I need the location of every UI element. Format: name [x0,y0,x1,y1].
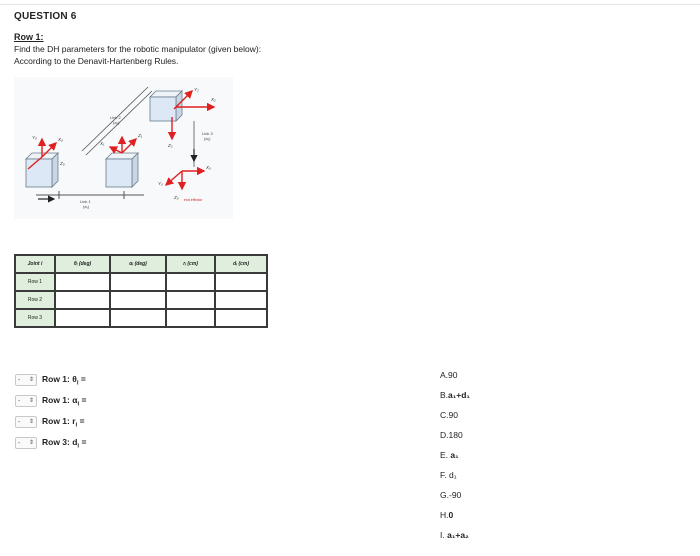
table-cell [166,291,215,309]
svg-text:X₁: X₁ [100,141,105,146]
table-cell [55,291,110,309]
dropdown-arrows-icon: ⇕ [28,377,34,383]
svg-text:Y₃: Y₃ [158,181,163,186]
question-label: Row 1: $r_i$ = [42,415,85,429]
option-b: B.a₁+d₁ [440,390,470,400]
table-cell [215,273,267,291]
question-label: Row 1: $\alpha_i$ = [42,394,87,408]
table-cell [215,309,267,327]
row-label: Row 2 [15,291,55,309]
svg-text:Z₃: Z₃ [174,195,179,200]
question-row [15,436,86,450]
dropdown-arrows-icon: ⇕ [28,440,34,446]
svg-text:X₀: X₀ [58,137,63,142]
question-label: Row 3: $d_i$ = [42,436,87,450]
svg-text:(a₂): (a₂) [113,120,120,125]
top-divider [0,4,700,5]
question-title: QUESTION 6 [14,11,77,22]
dropdown-arrows-icon: ⇕ [28,398,34,404]
table-cell [55,273,110,291]
question-row [15,394,86,408]
svg-text:Z₂: Z₂ [168,143,173,148]
table-row [15,309,267,327]
option-d: D.180 [440,430,463,440]
table-cell [166,309,215,327]
option-f: F. d₁ [440,470,457,480]
svg-text:X₃: X₃ [206,165,211,170]
svg-text:X₂: X₂ [211,97,216,102]
table-cell [166,273,215,291]
svg-text:Y₀: Y₀ [32,135,37,140]
dh-parameter-table [14,254,268,328]
dropdown-arrows-icon: ⇕ [28,419,34,425]
matching-questions [15,373,86,457]
header-alpha: αᵢ (deg) [110,255,166,273]
option-h: H.0 [440,510,454,520]
instruction-line-2: According to the Denavit-Hartenberg Rules. [14,56,179,66]
header-r: rᵢ (cm) [166,255,215,273]
answer-options [440,370,470,550]
svg-text:Y₂: Y₂ [194,87,199,92]
question-row [15,415,86,429]
question-label: Row 1: $\theta_i$ = [42,373,86,387]
row-label: Row 3 [15,309,55,327]
table-row [15,291,267,309]
table-row [15,273,267,291]
instruction-line-1: Find the DH parameters for the robotic manipulator (given below): [14,44,262,54]
end-effector-label: end effector [184,198,203,202]
answer-dropdown[interactable]: - ⇕ [15,416,37,428]
option-g: G.-90 [440,490,462,500]
link2-label: Link 2 [110,115,121,120]
svg-text:(a₃): (a₃) [204,136,211,141]
link3-label: Link 3 [202,131,213,136]
option-a: A.90 [440,370,458,380]
joint2-box [106,153,138,187]
answer-dropdown[interactable]: - ⇕ [15,374,37,386]
svg-text:Z₁: Z₁ [138,133,143,138]
table-header-row [15,255,267,273]
svg-text:Z₀: Z₀ [60,161,65,166]
joint1-box [26,153,58,187]
manipulator-figure [14,77,233,219]
table-cell [110,291,166,309]
header-theta: θᵢ (deg) [55,255,110,273]
answer-dropdown[interactable]: - ⇕ [15,395,37,407]
header-joint: Joint i [15,255,55,273]
answer-dropdown[interactable]: - ⇕ [15,437,37,449]
option-i: I. a₁+a₂ [440,530,469,540]
table-cell [110,309,166,327]
instruction-text [14,43,334,67]
question-row [15,373,86,387]
row-heading: Row 1: [14,32,44,42]
table-cell [55,309,110,327]
header-d: dᵢ (cm) [215,255,267,273]
svg-text:(a₁): (a₁) [83,204,90,209]
table-cell [110,273,166,291]
row-label: Row 1 [15,273,55,291]
option-e: E. a₁ [440,450,459,460]
table-cell [215,291,267,309]
option-c: C.90 [440,410,458,420]
link1-label: Link 1 [80,199,91,204]
